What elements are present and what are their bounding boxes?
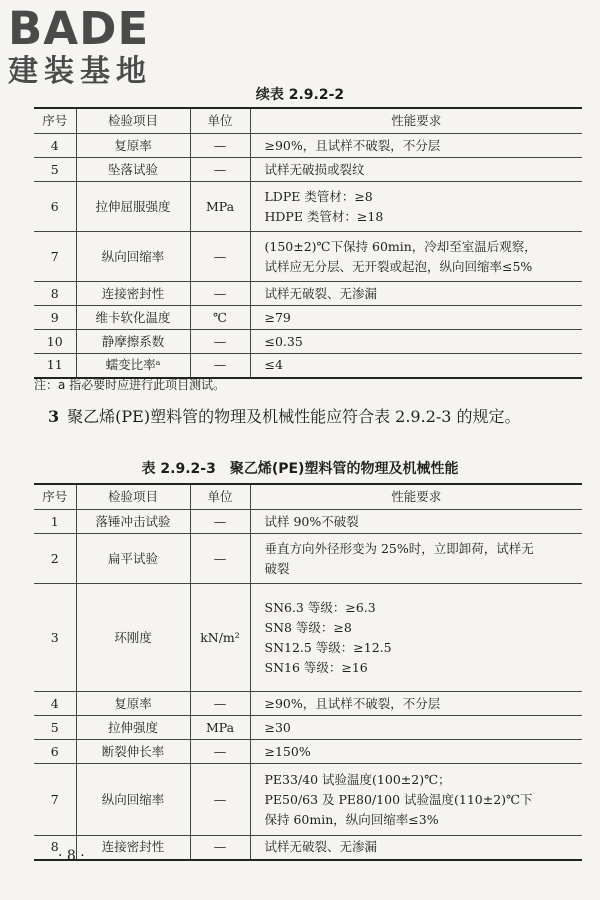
cell-no: 6 bbox=[34, 182, 76, 232]
table1-title: 续表 2.9.2-2 bbox=[255, 87, 345, 103]
cell-requirement bbox=[250, 716, 582, 740]
table-header-cell: 检验项目 bbox=[76, 108, 190, 134]
brand-logo bbox=[8, 4, 188, 90]
cell-requirement bbox=[250, 354, 582, 378]
table-header-cell: 单位 bbox=[190, 484, 250, 510]
requirement-line: 试样应无分层、无开裂或起泡，纵向回缩率≤5% bbox=[264, 258, 533, 274]
cell-no: 5 bbox=[34, 716, 76, 740]
cell-unit: — bbox=[190, 158, 250, 182]
cell-no: 7 bbox=[34, 764, 76, 836]
cell-requirement bbox=[250, 764, 582, 836]
cell-unit: — bbox=[190, 282, 250, 306]
cell-requirement bbox=[250, 836, 582, 860]
table2-header-row bbox=[34, 484, 582, 510]
logo-wordmark: BADE bbox=[8, 2, 150, 55]
cell-no: 9 bbox=[34, 306, 76, 330]
table-header-cell: 序号 bbox=[34, 108, 76, 134]
table-header-cell: 序号 bbox=[34, 484, 76, 510]
table-row bbox=[34, 158, 582, 182]
requirement-line: 试样 90%不破裂 bbox=[264, 513, 359, 529]
cell-item: 维卡软化温度 bbox=[76, 306, 190, 330]
cell-item: 连接密封性 bbox=[76, 836, 190, 860]
requirement-line: ≤4 bbox=[264, 357, 283, 373]
table-row bbox=[34, 764, 582, 836]
table-header-cell: 检验项目 bbox=[76, 484, 190, 510]
table-row bbox=[34, 692, 582, 716]
requirement-line: (150±2)℃下保持 60min，冷却至室温后观察， bbox=[264, 238, 537, 254]
table-header-cell: 性能要求 bbox=[250, 484, 582, 510]
cell-item: 连接密封性 bbox=[76, 282, 190, 306]
cell-item: 断裂伸长率 bbox=[76, 740, 190, 764]
table-header-cell: 单位 bbox=[190, 108, 250, 134]
table1-body bbox=[34, 134, 582, 378]
clause-paragraph bbox=[34, 404, 582, 429]
table2 bbox=[34, 483, 582, 861]
cell-item: 复原率 bbox=[76, 134, 190, 158]
table-row bbox=[34, 232, 582, 282]
cell-unit: MPa bbox=[190, 716, 250, 740]
cell-unit: — bbox=[190, 534, 250, 584]
requirement-line: 试样无破裂、无渗漏 bbox=[264, 285, 378, 301]
table-row bbox=[34, 306, 582, 330]
cell-unit: ℃ bbox=[190, 306, 250, 330]
table-note: 注：a 指必要时应进行此项目测试。 bbox=[34, 378, 226, 392]
cell-unit: — bbox=[190, 692, 250, 716]
table-row bbox=[34, 330, 582, 354]
cell-item: 拉伸屈服强度 bbox=[76, 182, 190, 232]
table1 bbox=[34, 107, 582, 379]
requirement-line: 试样无破裂、无渗漏 bbox=[264, 839, 378, 855]
cell-item: 纵向回缩率 bbox=[76, 232, 190, 282]
table2-title: 表 2.9.2-3 聚乙烯(PE)塑料管的物理及机械性能 bbox=[141, 461, 459, 477]
requirement-line: 破裂 bbox=[264, 560, 290, 576]
table-row bbox=[34, 510, 582, 534]
cell-no: 4 bbox=[34, 692, 76, 716]
requirement-line: 试样无破损或裂纹 bbox=[264, 161, 365, 177]
cell-no: 6 bbox=[34, 740, 76, 764]
cell-requirement bbox=[250, 232, 582, 282]
cell-requirement bbox=[250, 584, 582, 692]
requirement-line: SN8 等级：≥8 bbox=[264, 619, 352, 635]
requirement-line: LDPE 类管材：≥8 bbox=[264, 188, 373, 204]
table-row bbox=[34, 134, 582, 158]
logo-chinese: 建装基地 bbox=[8, 54, 152, 89]
cell-item: 复原率 bbox=[76, 692, 190, 716]
cell-requirement bbox=[250, 510, 582, 534]
table-row bbox=[34, 836, 582, 860]
cell-unit: — bbox=[190, 232, 250, 282]
cell-item: 环刚度 bbox=[76, 584, 190, 692]
cell-unit: — bbox=[190, 354, 250, 378]
requirement-line: 垂直方向外径形变为 25%时，立即卸荷，试样无 bbox=[264, 540, 534, 556]
cell-requirement bbox=[250, 182, 582, 232]
table-row bbox=[34, 584, 582, 692]
requirement-line: PE50/63 及 PE80/100 试验温度(110±2)℃下 bbox=[264, 791, 533, 807]
requirement-line: ≥79 bbox=[264, 309, 291, 325]
cell-requirement bbox=[250, 534, 582, 584]
cell-unit: — bbox=[190, 134, 250, 158]
table-row bbox=[34, 534, 582, 584]
cell-item: 拉伸强度 bbox=[76, 716, 190, 740]
cell-no: 1 bbox=[34, 510, 76, 534]
cell-unit: — bbox=[190, 836, 250, 860]
cell-no: 11 bbox=[34, 354, 76, 378]
table-row bbox=[34, 354, 582, 378]
cell-requirement bbox=[250, 282, 582, 306]
requirement-line: PE33/40 试验温度(100±2)℃； bbox=[264, 771, 451, 787]
cell-requirement bbox=[250, 134, 582, 158]
page-number: · 8 · bbox=[58, 848, 85, 864]
requirement-line: HDPE 类管材：≥18 bbox=[264, 208, 384, 224]
cell-item: 纵向回缩率 bbox=[76, 764, 190, 836]
cell-no: 7 bbox=[34, 232, 76, 282]
table-header-cell: 性能要求 bbox=[250, 108, 582, 134]
cell-unit: MPa bbox=[190, 182, 250, 232]
cell-no: 5 bbox=[34, 158, 76, 182]
requirement-line: ≥150% bbox=[264, 743, 311, 759]
cell-no: 2 bbox=[34, 534, 76, 584]
clause-text: 聚乙烯(PE)塑料管的物理及机械性能应符合表 2.9.2-3 的规定。 bbox=[67, 407, 521, 426]
requirement-line: SN12.5 等级：≥12.5 bbox=[264, 639, 392, 655]
table-row bbox=[34, 740, 582, 764]
cell-item: 坠落试验 bbox=[76, 158, 190, 182]
cell-requirement bbox=[250, 158, 582, 182]
clause-number: 3 bbox=[48, 407, 60, 426]
requirement-line: ≥90%，且试样不破裂，不分层 bbox=[264, 137, 441, 153]
table1-header-row bbox=[34, 108, 582, 134]
table-row bbox=[34, 716, 582, 740]
cell-no: 10 bbox=[34, 330, 76, 354]
cell-item: 扁平试验 bbox=[76, 534, 190, 584]
cell-item: 静摩擦系数 bbox=[76, 330, 190, 354]
requirement-line: ≤0.35 bbox=[264, 333, 303, 349]
table-row bbox=[34, 182, 582, 232]
requirement-line: SN6.3 等级：≥6.3 bbox=[264, 599, 376, 615]
cell-requirement bbox=[250, 740, 582, 764]
table2-body bbox=[34, 510, 582, 860]
cell-no: 8 bbox=[34, 282, 76, 306]
cell-requirement bbox=[250, 306, 582, 330]
cell-unit: — bbox=[190, 764, 250, 836]
cell-unit: — bbox=[190, 740, 250, 764]
cell-requirement bbox=[250, 692, 582, 716]
cell-unit: kN/m² bbox=[190, 584, 250, 692]
cell-no: 3 bbox=[34, 584, 76, 692]
table-row bbox=[34, 282, 582, 306]
cell-unit: — bbox=[190, 330, 250, 354]
cell-no: 8 bbox=[34, 836, 76, 860]
requirement-line: 保持 60min，纵向回缩率≤3% bbox=[264, 811, 439, 827]
cell-unit: — bbox=[190, 510, 250, 534]
cell-item: 蠕变比率ᵃ bbox=[76, 354, 190, 378]
cell-no: 4 bbox=[34, 134, 76, 158]
requirement-line: ≥90%，且试样不破裂，不分层 bbox=[264, 695, 441, 711]
requirement-line: SN16 等级：≥16 bbox=[264, 659, 368, 675]
requirement-line: ≥30 bbox=[264, 719, 291, 735]
cell-requirement bbox=[250, 330, 582, 354]
cell-item: 落锤冲击试验 bbox=[76, 510, 190, 534]
